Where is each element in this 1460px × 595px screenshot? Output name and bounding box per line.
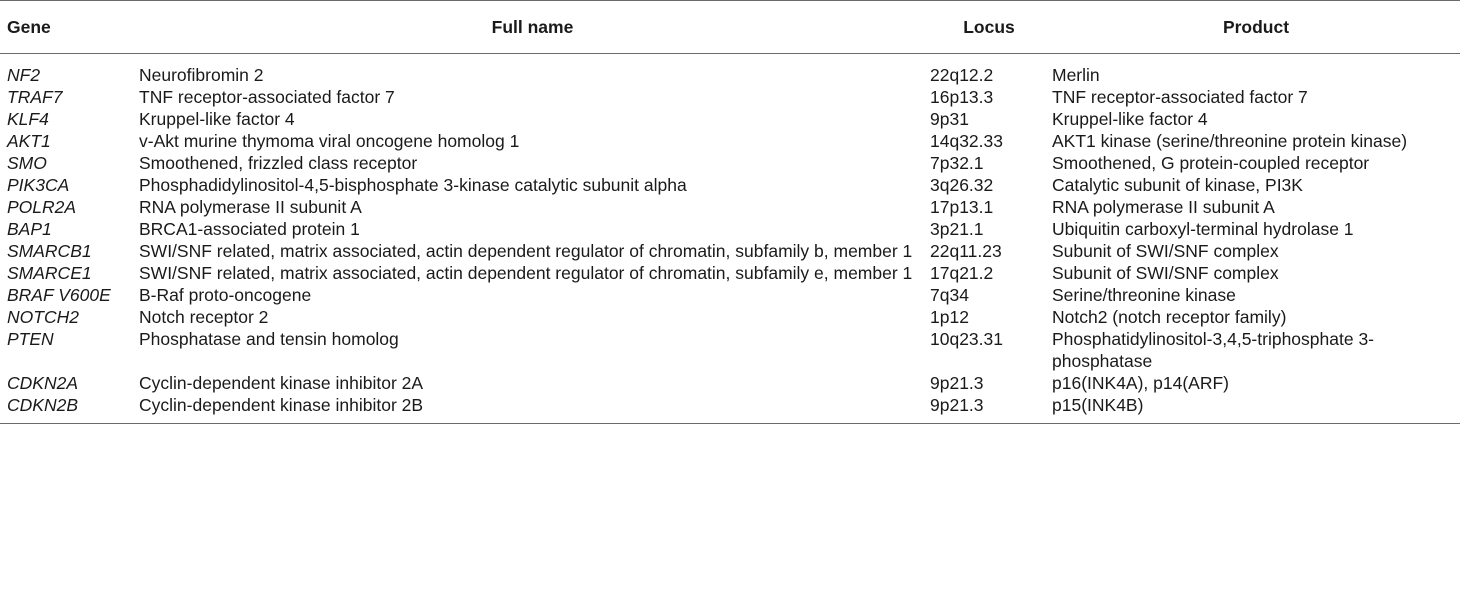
cell-product: Merlin [1052, 65, 1100, 85]
cell-product: RNA polymerase II subunit A [1052, 197, 1275, 217]
cell-full-name: Phosphadidylinositol-4,5-bisphosphate 3-kinase catalytic subunit alpha [139, 175, 687, 195]
cell-product: Smoothened, G protein-coupled receptor [1052, 153, 1370, 173]
table-row [0, 394, 1460, 424]
cell-product: Ubiquitin carboxyl-terminal hydrolase 1 [1052, 219, 1354, 239]
cell-full-name: TNF receptor-associated factor 7 [139, 87, 395, 107]
cell-locus: 17p13.1 [930, 197, 994, 217]
table-row [0, 328, 1460, 372]
cell-gene: SMARCE1 [7, 263, 92, 283]
cell-locus: 17q21.2 [930, 263, 994, 283]
table-row [0, 196, 1460, 218]
cell-full-name: Phosphatase and tensin homolog [139, 329, 399, 349]
table-row [0, 108, 1460, 130]
cell-full-name: Notch receptor 2 [139, 307, 269, 327]
cell-locus: 9p31 [930, 109, 969, 129]
cell-gene: SMARCB1 [7, 241, 92, 261]
cell-product: Notch2 (notch receptor family) [1052, 307, 1287, 327]
table-row [0, 240, 1460, 262]
cell-gene: BAP1 [7, 219, 52, 239]
cell-gene: CDKN2A [7, 373, 78, 393]
cell-full-name: Neurofibromin 2 [139, 65, 264, 85]
cell-full-name: BRCA1-associated protein 1 [139, 219, 360, 239]
cell-product: Catalytic subunit of kinase, PI3K [1052, 175, 1303, 195]
cell-gene: TRAF7 [7, 87, 63, 107]
cell-full-name: v-Akt murine thymoma viral oncogene homolog 1 [139, 131, 520, 151]
cell-gene: KLF4 [7, 109, 49, 129]
cell-gene: PIK3CA [7, 175, 70, 195]
cell-gene: PTEN [7, 329, 54, 349]
cell-gene: POLR2A [7, 197, 77, 217]
cell-locus: 16p13.3 [930, 87, 994, 107]
cell-gene: AKT1 [7, 131, 51, 151]
table-row [0, 284, 1460, 306]
cell-gene: CDKN2B [7, 395, 78, 415]
header-product: Product [1222, 17, 1290, 37]
header-row [0, 1, 1460, 54]
table-row [0, 262, 1460, 284]
cell-product: TNF receptor-associated factor 7 [1052, 87, 1308, 107]
table-row [0, 152, 1460, 174]
cell-full-name: SWI/SNF related, matrix associated, actin dependent regulator of chromatin, subfamily b, member 1 [139, 241, 913, 261]
cell-locus: 3p21.1 [930, 219, 984, 239]
cell-locus: 14q32.33 [930, 131, 1003, 151]
cell-full-name: B-Raf proto-oncogene [139, 285, 312, 305]
cell-product: AKT1 kinase (serine/threonine protein kinase) [1052, 131, 1408, 151]
cell-full-name: Smoothened, frizzled class receptor [139, 153, 418, 173]
cell-product: Subunit of SWI/SNF complex [1052, 241, 1279, 261]
cell-locus: 1p12 [930, 307, 969, 327]
cell-locus: 3q26.32 [930, 175, 994, 195]
table-row [0, 306, 1460, 328]
cell-full-name: RNA polymerase II subunit A [139, 197, 362, 217]
cell-gene: BRAF V600E [7, 285, 111, 305]
table-row [0, 218, 1460, 240]
cell-product: Phosphatidylinositol-3,4,5-triphosphate 3-phosphatase [1052, 329, 1374, 371]
table-row [0, 130, 1460, 152]
table-header [0, 1, 1460, 54]
cell-product: Kruppel-like factor 4 [1052, 109, 1208, 129]
cell-locus: 22q12.2 [930, 65, 994, 85]
cell-locus: 22q11.23 [930, 241, 1002, 261]
cell-locus: 7p32.1 [930, 153, 984, 173]
table-row [0, 174, 1460, 196]
cell-gene: SMO [7, 153, 47, 173]
cell-full-name: Kruppel-like factor 4 [139, 109, 295, 129]
cell-locus: 7q34 [930, 285, 969, 305]
table-row [0, 54, 1460, 87]
table-row [0, 86, 1460, 108]
table-body [0, 54, 1460, 424]
cell-locus: 9p21.3 [930, 395, 984, 415]
cell-product: p15(INK4B) [1052, 395, 1144, 415]
header-gene: Gene [7, 17, 51, 37]
cell-full-name: SWI/SNF related, matrix associated, actin dependent regulator of chromatin, subfamily e, member 1 [139, 263, 913, 283]
cell-full-name: Cyclin-dependent kinase inhibitor 2B [139, 395, 424, 415]
cell-locus: 10q23.31 [930, 329, 1003, 349]
cell-product: Subunit of SWI/SNF complex [1052, 263, 1279, 283]
cell-product: p16(INK4A), p14(ARF) [1052, 373, 1230, 393]
table-row [0, 372, 1460, 394]
cell-gene: NF2 [7, 65, 41, 85]
cell-product: Serine/threonine kinase [1052, 285, 1236, 305]
cell-full-name: Cyclin-dependent kinase inhibitor 2A [139, 373, 424, 393]
cell-gene: NOTCH2 [7, 307, 79, 327]
header-full-name: Full name [491, 17, 574, 37]
header-locus: Locus [963, 17, 1015, 37]
cell-locus: 9p21.3 [930, 373, 984, 393]
